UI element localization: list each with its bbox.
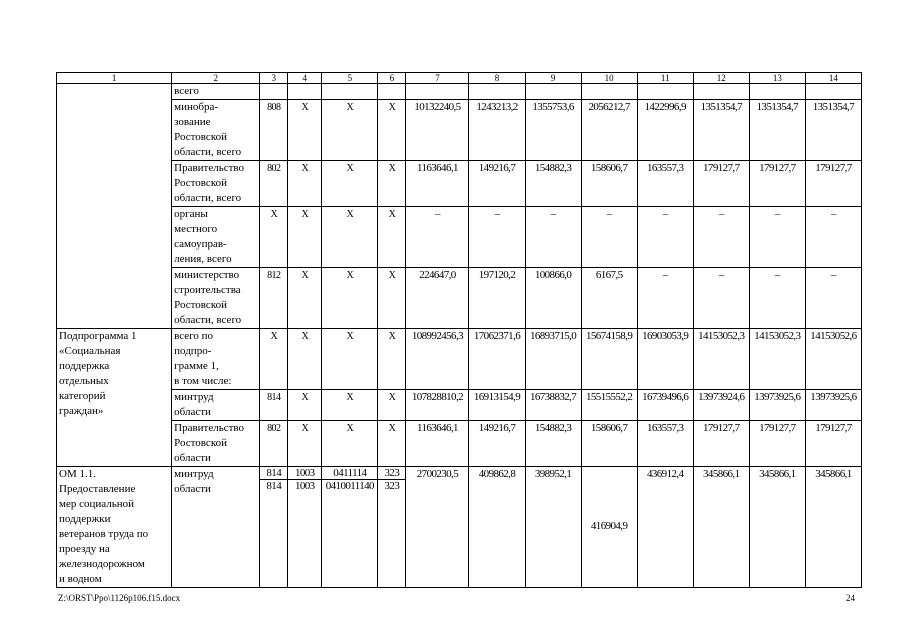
amount-cell: 179127,7 [805,161,861,207]
code-cell: X [288,207,322,268]
code-cell: X [288,268,322,329]
amount-cell: 398952,1 [525,467,581,588]
amount-cell: 179127,7 [693,421,749,467]
amount-cell: 1351354,7 [693,100,749,161]
budget-table [56,72,862,588]
code-line: 0411114 [322,467,377,480]
code-cell: X [322,390,378,421]
amount-cell: 16913154,9 [469,390,525,421]
program-name-cell: ОМ 1.1. Предоставление мер социальной поддержки ветеранов труда по проезду на железнодорожном и водном [57,467,172,588]
amount-cell: – [525,207,581,268]
amount-cell: 1351354,7 [749,100,805,161]
executor-cell: всего [172,84,260,100]
table-row [57,390,862,421]
amount-cell: 15674158,9 [581,329,637,390]
code-cell [378,84,406,100]
col-header: 5 [322,73,378,84]
amount-cell: 16903053,9 [637,329,693,390]
code-cell: X [322,100,378,161]
amount-cell: 409862,8 [469,467,525,588]
amount-cell: 154882,3 [525,161,581,207]
code-cell: X [322,161,378,207]
amount-cell: 16739496,6 [637,390,693,421]
amount-cell: 100866,0 [525,268,581,329]
code-line: 323 [384,480,400,492]
code-cell [260,84,288,100]
amount-cell [693,84,749,100]
code-line: 0410011140 [325,480,374,492]
executor-cell: органы местного самоуправ- ления, всего [172,207,260,268]
code-line: 814 [260,467,287,480]
code-cell: X [288,100,322,161]
col-header: 9 [525,73,581,84]
col-header: 14 [805,73,861,84]
amount-cell [581,84,637,100]
table-row [57,100,862,161]
page-number: 24 [846,593,855,603]
amount-cell: 179127,7 [749,161,805,207]
code-cell: 812 [260,268,288,329]
amount-cell: 436912,4 [637,467,693,588]
amount-cell: 197120,2 [469,268,525,329]
amount-cell: – [693,207,749,268]
amount-cell: 179127,7 [693,161,749,207]
code-cell: X [288,390,322,421]
amount-cell: 345866,1 [749,467,805,588]
code-cell: 802 [260,161,288,207]
amount-cell: 108992456,3 [406,329,469,390]
amount-cell [805,84,861,100]
amount-cell: 1351354,7 [805,100,861,161]
table-row [57,207,862,268]
code-line: 323 [378,467,405,480]
code-cell: X [322,207,378,268]
amount-cell: 154882,3 [525,421,581,467]
amount-cell: 6167,5 [581,268,637,329]
table-row [57,161,862,207]
code-cell: 808 [260,100,288,161]
col-header: 1 [57,73,172,84]
table-row [57,268,862,329]
code-cell: X [378,207,406,268]
amount-cell: 224647,0 [406,268,469,329]
code-cell [322,467,378,588]
amount-cell [637,84,693,100]
amount-cell: – [469,207,525,268]
amount-cell: – [805,207,861,268]
amount-cell: 2700230,5 [406,467,469,588]
amount-cell: 13973925,6 [749,390,805,421]
executor-cell: министерство строительства Ростовской области, всего [172,268,260,329]
amount-cell: – [406,207,469,268]
amount-cell: 179127,7 [805,421,861,467]
col-header: 12 [693,73,749,84]
code-cell: X [378,161,406,207]
code-cell: X [288,421,322,467]
amount-cell: 1163646,1 [406,421,469,467]
empty-cell [57,84,172,329]
table-row [57,84,862,100]
amount-cell: – [637,207,693,268]
code-cell: X [378,421,406,467]
table-row [57,467,862,588]
code-cell [288,467,322,588]
code-cell: X [322,421,378,467]
col-header: 6 [378,73,406,84]
table-row [57,329,862,390]
amount-cell: 345866,1 [693,467,749,588]
amount-cell: 15515552,2 [581,390,637,421]
code-cell: X [322,329,378,390]
amount-cell: 163557,3 [637,161,693,207]
amount-cell: – [749,268,805,329]
executor-cell: Правительство Ростовской области, всего [172,161,260,207]
amount-cell: 2056212,7 [581,100,637,161]
col-header: 3 [260,73,288,84]
amount-cell: – [693,268,749,329]
code-cell: 814 [260,390,288,421]
code-line: 1003 [288,467,321,480]
amount-cell [469,84,525,100]
col-header: 2 [172,73,260,84]
amount-cell: 345866,1 [805,467,861,588]
amount-cell: 1355753,6 [525,100,581,161]
amount-cell: 14153052,6 [805,329,861,390]
col-header: 7 [406,73,469,84]
executor-cell: Правительство Ростовской области [172,421,260,467]
amount-cell: 16893715,0 [525,329,581,390]
code-cell: 802 [260,421,288,467]
file-path: Z:\ORST\Ppo\1126p106.f15.docx [58,593,181,603]
code-cell: X [378,329,406,390]
amount-cell: 13973925,6 [805,390,861,421]
col-header: 8 [469,73,525,84]
executor-cell: минтруд области [172,467,260,588]
amount-cell: 10132240,5 [406,100,469,161]
amount-cell: 158606,7 [581,421,637,467]
code-cell: X [378,100,406,161]
col-header: 11 [637,73,693,84]
amount-cell: 17062371,6 [469,329,525,390]
amount-cell: 13973924,6 [693,390,749,421]
amount-cell: 14153052,3 [749,329,805,390]
code-cell: X [288,161,322,207]
amount-cell: 158606,7 [581,161,637,207]
amount-cell: – [749,207,805,268]
amount-cell: 149216,7 [469,421,525,467]
code-cell [378,467,406,588]
code-cell: X [288,329,322,390]
amount-cell: 149216,7 [469,161,525,207]
code-cell: X [260,329,288,390]
executor-cell: всего по подпро- грамме 1, в том числе: [172,329,260,390]
executor-cell: минобра- зование Ростовской области, всего [172,100,260,161]
col-header: 13 [749,73,805,84]
code-cell [260,467,288,588]
table-row [57,421,862,467]
amount-cell: 107828810,2 [406,390,469,421]
header-row [57,73,862,84]
amount-cell: – [805,268,861,329]
amount-cell: – [581,207,637,268]
amount-cell [406,84,469,100]
code-line: 814 [266,480,282,492]
amount-cell [749,84,805,100]
amount-cell: 1243213,2 [469,100,525,161]
executor-cell: минтруд области [172,390,260,421]
amount-cell: 1422996,9 [637,100,693,161]
code-cell: X [322,268,378,329]
amount-cell [525,84,581,100]
code-cell: X [378,268,406,329]
amount-cell: – [637,268,693,329]
amount-cell: 14153052,3 [693,329,749,390]
code-line: 1003 [294,480,315,492]
col-header: 4 [288,73,322,84]
col-header: 10 [581,73,637,84]
table-body [57,84,862,588]
code-cell [288,84,322,100]
amount-cell: 179127,7 [749,421,805,467]
code-cell: X [260,207,288,268]
code-cell [322,84,378,100]
amount-cell: 416904,9 [581,467,637,588]
amount-cell: 1163646,1 [406,161,469,207]
amount-cell: 163557,3 [637,421,693,467]
code-cell: X [378,390,406,421]
amount-cell: 16738832,7 [525,390,581,421]
program-name-cell: Подпрограмма 1 «Социальная поддержка отдельных категорий граждан» [57,329,172,467]
